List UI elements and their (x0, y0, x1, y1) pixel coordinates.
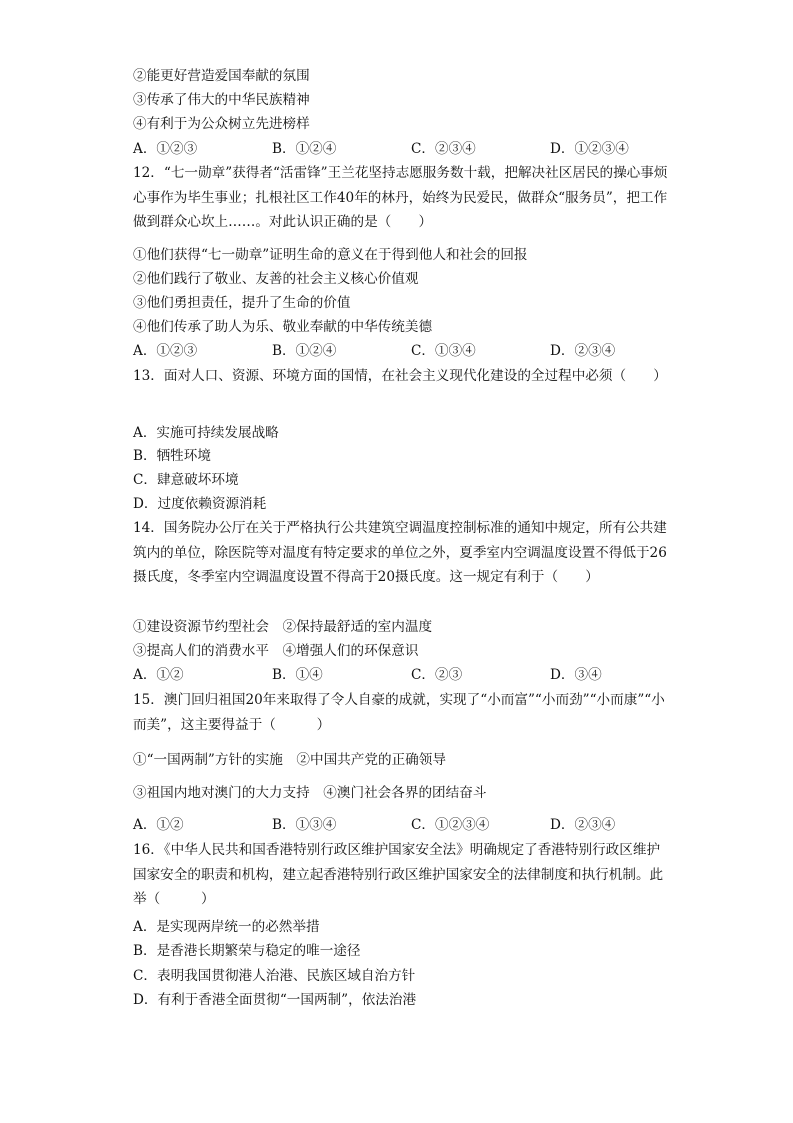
q13-option-a: A．实施可持续发展战略 (133, 425, 279, 441)
q14-stem: 14．国务院办公厅在关于严格执行公共建筑空调温度控制标准的通知中规定，所有公共建筑内的单位，除医院等对温度有特定要求的单位之外，夏季室内空调温度设置不得低于26摄氏度，冬季室内空调温度设置不得高于20摄氏度。这一规定有利于（ ） (133, 520, 667, 585)
q14-option-c: C．②③ (411, 667, 463, 683)
q12-item-2: ②他们践行了敬业、友善的社会主义核心价值观 (133, 271, 419, 287)
q16-stem: 16．《中华人民共和国香港特别行政区维护国家安全法》明确规定了香港特别行政区维护国家安全的职责和机构，建立起香港特别行政区维护国家安全的法律制度和执行机制。此举（ ） (133, 842, 664, 907)
q11-option-a: A．①②③ (133, 141, 198, 157)
q12-options (133, 341, 673, 361)
q14-items-2: ③提高人们的消费水平 ④增强人们的环保意识 (133, 643, 419, 659)
q14-option-b: B．①④ (272, 667, 323, 683)
q16-option-c: C．表明我国贯彻港人治港、民族区域自治方针 (133, 968, 416, 984)
q11-option-c: C．②③④ (411, 141, 476, 157)
q14-option-d: D．③④ (550, 667, 602, 683)
q16-option-a: A．是实现两岸统一的必然举措 (133, 919, 320, 935)
q16-option-b: B．是香港长期繁荣与稳定的唯一途径 (133, 943, 361, 959)
q12-option-a: A．①②③ (133, 343, 198, 359)
q13-stem: 13．面对人口、资源、环境方面的国情，在社会主义现代化建设的全过程中必须（ ） (133, 368, 667, 384)
q15-option-b: B．①③④ (272, 817, 337, 833)
q11-option-d: D．①②③④ (550, 141, 629, 157)
q15-stem: 15．澳门回归祖国20年来取得了令人自豪的成就，实现了“小而富”“小而劲”“小而康”“小而美”，这主要得益于（ ） (133, 692, 665, 733)
q15-options (133, 815, 673, 835)
q12-item-3: ③他们勇担责任，提升了生命的价值 (133, 295, 351, 311)
q12-stem: 12．“七一勋章”获得者“活雷锋”王兰花坚持志愿服务数十载，把解决社区居民的操心事烦心事作为毕生事业；扎根社区工作40年的林丹，始终为民爱民，做群众“服务员”，把工作做到群众心坎上……。对此认识正确的是（ ） (133, 165, 668, 230)
q13-option-c: C．肆意破坏环境 (133, 472, 239, 488)
q14-options (133, 665, 673, 685)
q15-option-c: C．①②③④ (411, 817, 490, 833)
q11-item-4: ④有利于为公众树立先进榜样 (133, 116, 310, 132)
q13-option-d: D．过度依赖资源消耗 (133, 496, 267, 512)
q15-option-d: D．②③④ (550, 817, 616, 833)
q12-item-4: ④他们传承了助人为乐、敬业奉献的中华传统美德 (133, 319, 433, 335)
q12-option-d: D．②③④ (550, 343, 616, 359)
q15-option-a: A．①② (133, 817, 184, 833)
q11-option-b: B．①②④ (272, 141, 337, 157)
q12-item-1: ①他们获得“七一勋章”证明生命的意义在于得到他人和社会的回报 (133, 247, 528, 263)
q14-items-1: ①建设资源节约型社会 ②保持最舒适的室内温度 (133, 619, 433, 635)
q13-option-b: B．牺牲环境 (133, 448, 211, 464)
q12-option-b: B．①②④ (272, 343, 337, 359)
q16-option-d: D．有利于香港全面贯彻“一国两制”，依法治港 (133, 992, 417, 1008)
q12-option-c: C．①③④ (411, 343, 476, 359)
q14-option-a: A．①② (133, 667, 184, 683)
q15-items-1: ①“一国两制”方针的实施 ②中国共产党的正确领导 (133, 752, 446, 768)
q11-item-2: ②能更好营造爱国奉献的氛围 (133, 68, 310, 84)
q11-item-3: ③传承了伟大的中华民族精神 (133, 92, 310, 108)
q11-options (133, 139, 673, 159)
q15-items-2: ③祖国内地对澳门的大力支持 ④澳门社会各界的团结奋斗 (133, 785, 487, 801)
